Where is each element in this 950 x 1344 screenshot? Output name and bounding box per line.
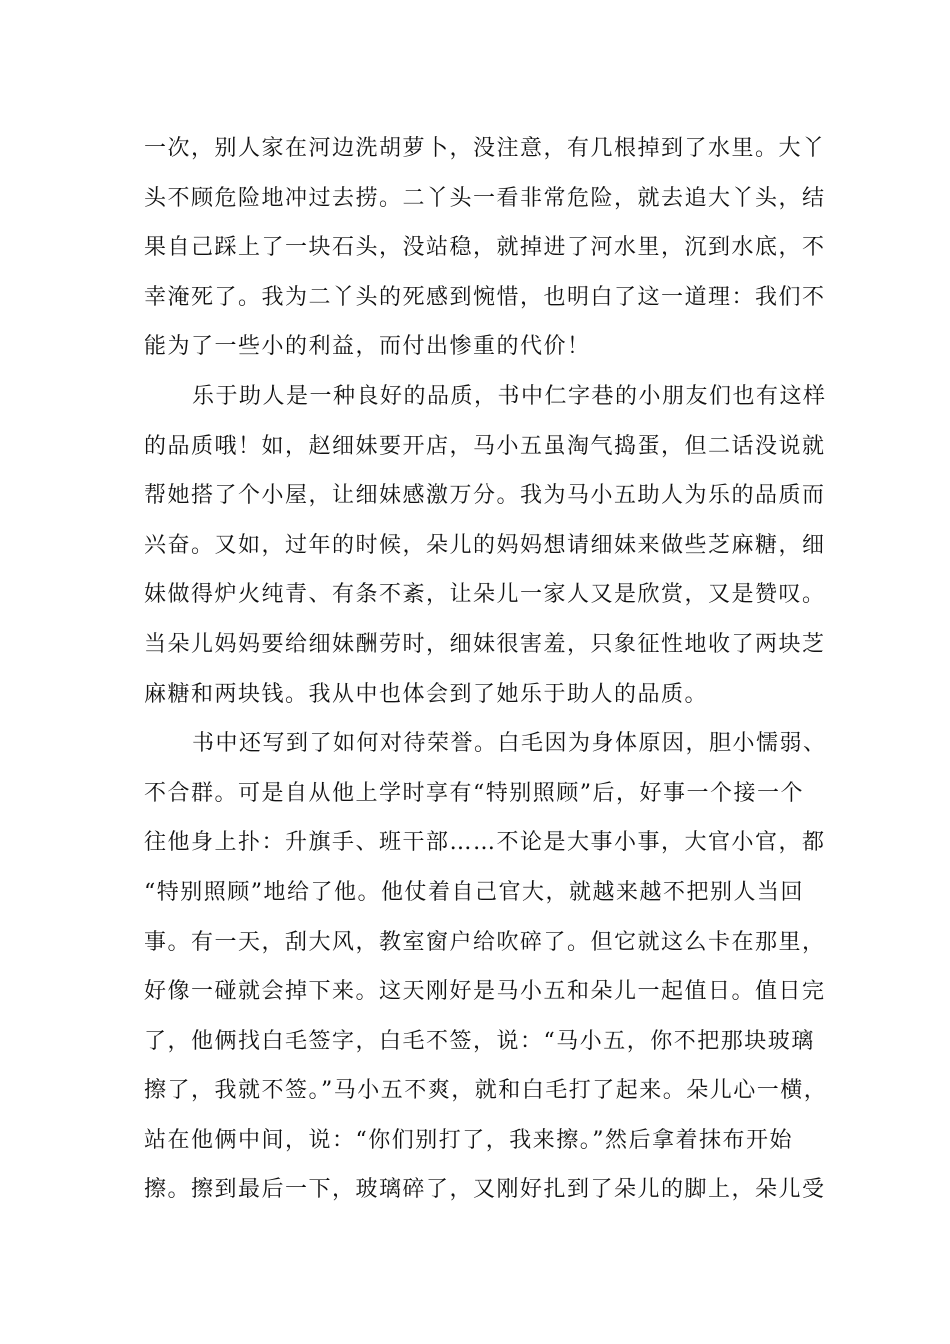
- text-line: 事。有一天，刮大风，教室窗户给吹碎了。但它就这么卡在那里，: [144, 929, 826, 955]
- paragraph-3: [144, 719, 844, 1215]
- text-line: 兴奋。又如，过年的时候，朵儿的妈妈想请细妹来做些芝麻糖，细: [144, 532, 826, 558]
- text-line: “特别照顾”地给了他。他仗着自己官大，就越来越不把别人当回: [144, 879, 804, 905]
- text-line: 果自己踩上了一块石头，没站稳，就掉进了河水里，沉到水底，不: [144, 235, 826, 261]
- text-line: 不合群。可是自从他上学时享有“特别照顾”后，好事一个接一个: [144, 780, 804, 806]
- text-line: 幸淹死了。我为二丫头的死感到惋惜，也明白了这一道理：我们不: [144, 284, 826, 310]
- text-line: 乐于助人是一种良好的品质，书中仁字巷的小朋友们也有这样: [192, 383, 827, 409]
- paragraph-2: [144, 372, 844, 719]
- paragraph-1: [144, 124, 844, 372]
- text-line: 往他身上扑：升旗手、班干部……不论是大事小事，大官小官，都: [144, 830, 826, 856]
- text-line: 头不顾危险地冲过去捞。二丫头一看非常危险，就去追大丫头，结: [144, 185, 826, 211]
- text-line: 擦。擦到最后一下，玻璃碎了，又刚好扎到了朵儿的脚上，朵儿受: [144, 1177, 826, 1203]
- text-line: 书中还写到了如何对待荣誉。白毛因为身体原因，胆小懦弱、: [192, 731, 827, 757]
- body-text: [144, 124, 844, 1215]
- text-line: 的品质哦！如，赵细妹要开店，马小五虽淘气捣蛋，但二话没说就: [144, 433, 826, 459]
- text-line: 帮她搭了个小屋，让细妹感激万分。我为马小五助人为乐的品质而: [144, 483, 826, 509]
- text-line: 站在他俩中间，说：“你们别打了，我来擦。”然后拿着抹布开始: [144, 1127, 793, 1153]
- text-line: 了，他俩找白毛签字，白毛不签，说：“马小五，你不把那块玻璃: [144, 1028, 815, 1054]
- text-line: 好像一碰就会掉下来。这天刚好是马小五和朵儿一起值日。值日完: [144, 979, 826, 1005]
- text-line: 妹做得炉火纯青、有条不紊，让朵儿一家人又是欣赏，又是赞叹。: [144, 582, 826, 608]
- text-line: 能为了一些小的利益，而付出惨重的代价！: [144, 334, 591, 360]
- text-line: 麻糖和两块钱。我从中也体会到了她乐于助人的品质。: [144, 681, 709, 707]
- text-line: 擦了，我就不签。”马小五不爽，就和白毛打了起来。朵儿心一横，: [144, 1078, 828, 1104]
- text-line: 一次，别人家在河边洗胡萝卜，没注意，有几根掉到了水里。大丫: [144, 136, 826, 161]
- text-line: 当朵儿妈妈要给细妹酬劳时，细妹很害羞，只象征性地收了两块芝: [144, 631, 826, 657]
